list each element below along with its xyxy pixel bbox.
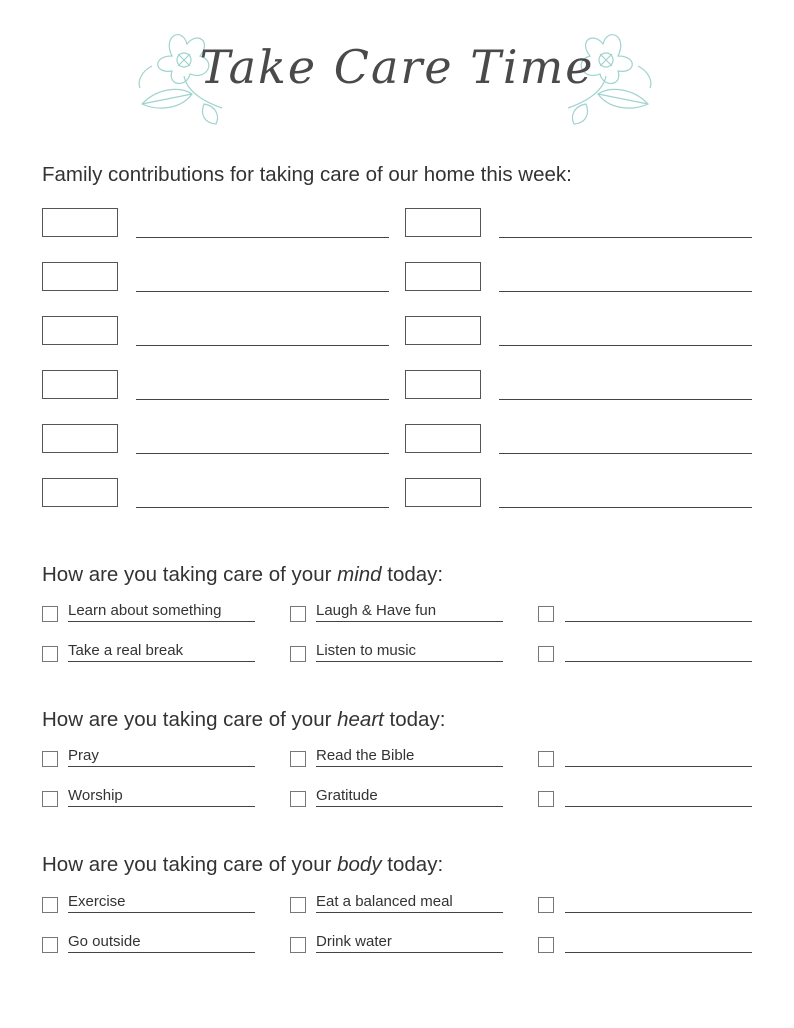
contribution-name-box[interactable]: [405, 262, 481, 291]
contribution-task-line[interactable]: [499, 237, 752, 238]
contribution-name-box[interactable]: [405, 478, 481, 507]
contribution-name-box[interactable]: [42, 208, 118, 237]
heart-checkbox[interactable]: [538, 791, 554, 807]
mind-checkbox[interactable]: [290, 606, 306, 622]
heart-checkbox[interactable]: [290, 791, 306, 807]
mind-checkbox[interactable]: [42, 606, 58, 622]
contribution-task-line[interactable]: [136, 291, 389, 292]
body-checkbox[interactable]: [42, 897, 58, 913]
heart-checkbox[interactable]: [290, 751, 306, 767]
body-option-label: Exercise: [68, 893, 255, 913]
mind-blank-option-line[interactable]: [565, 661, 752, 662]
heart-checkbox[interactable]: [538, 751, 554, 767]
body-heading: How are you taking care of your body today:: [42, 853, 444, 876]
body-option-label: Eat a balanced meal: [316, 893, 503, 913]
heart-checkbox[interactable]: [42, 791, 58, 807]
mind-checkbox[interactable]: [538, 606, 554, 622]
contribution-task-line[interactable]: [136, 399, 389, 400]
heart-heading: How are you taking care of your heart today:: [42, 708, 446, 731]
mind-option-label: Take a real break: [68, 642, 255, 662]
contribution-name-box[interactable]: [405, 316, 481, 345]
body-checkbox[interactable]: [538, 897, 554, 913]
mind-checkbox[interactable]: [538, 646, 554, 662]
heart-option-label: Pray: [68, 747, 255, 767]
heart-blank-option-line[interactable]: [565, 766, 752, 767]
contribution-task-line[interactable]: [499, 291, 752, 292]
contribution-task-line[interactable]: [136, 345, 389, 346]
body-option-label: Drink water: [316, 933, 503, 953]
mind-checkbox[interactable]: [42, 646, 58, 662]
contribution-name-box[interactable]: [42, 316, 118, 345]
contributions-heading: Family contributions for taking care of our home this week:: [42, 163, 572, 186]
body-checkbox[interactable]: [42, 937, 58, 953]
heart-checkbox[interactable]: [42, 751, 58, 767]
body-checkbox[interactable]: [290, 937, 306, 953]
body-blank-option-line[interactable]: [565, 912, 752, 913]
heart-blank-option-line[interactable]: [565, 806, 752, 807]
contribution-task-line[interactable]: [499, 345, 752, 346]
contribution-task-line[interactable]: [136, 237, 389, 238]
mind-option-label: Learn about something: [68, 602, 255, 622]
mind-checkbox[interactable]: [290, 646, 306, 662]
contribution-name-box[interactable]: [405, 424, 481, 453]
body-blank-option-line[interactable]: [565, 952, 752, 953]
contribution-task-line[interactable]: [499, 453, 752, 454]
mind-blank-option-line[interactable]: [565, 621, 752, 622]
heart-option-label: Gratitude: [316, 787, 503, 807]
mind-option-label: Laugh & Have fun: [316, 602, 503, 622]
body-checkbox[interactable]: [290, 897, 306, 913]
contribution-task-line[interactable]: [499, 399, 752, 400]
mind-heading: How are you taking care of your mind today:: [42, 563, 444, 586]
contribution-name-box[interactable]: [42, 370, 118, 399]
contribution-task-line[interactable]: [136, 507, 389, 508]
contribution-name-box[interactable]: [405, 208, 481, 237]
page-title: Take Care Time: [199, 40, 595, 94]
contribution-name-box[interactable]: [42, 478, 118, 507]
mind-option-label: Listen to music: [316, 642, 503, 662]
heart-option-label: Read the Bible: [316, 747, 503, 767]
contribution-task-line[interactable]: [499, 507, 752, 508]
contribution-task-line[interactable]: [136, 453, 389, 454]
body-checkbox[interactable]: [538, 937, 554, 953]
contribution-name-box[interactable]: [42, 424, 118, 453]
contribution-name-box[interactable]: [42, 262, 118, 291]
contribution-name-box[interactable]: [405, 370, 481, 399]
body-option-label: Go outside: [68, 933, 255, 953]
heart-option-label: Worship: [68, 787, 255, 807]
